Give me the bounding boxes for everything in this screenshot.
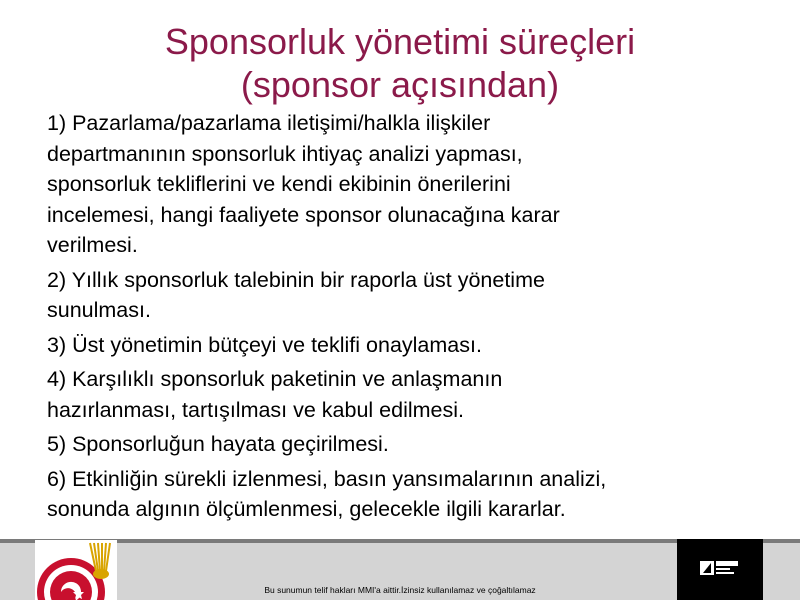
list-item-line: 6) Etkinliğin sürekli izlenmesi, basın yansımalarının analizi, <box>47 466 607 491</box>
list-item-line: departmanının sponsorluk ihtiyaç analizi yapması, <box>47 141 523 166</box>
copyright-notice: Bu sunumun telif hakları MMI'a aittir.İzinsiz kullanılamaz ve çoğaltılamaz <box>264 585 536 595</box>
list-item-line: 2) Yıllık sponsorluk talebinin bir raporla üst yönetime <box>47 267 545 292</box>
list-item <box>47 265 767 326</box>
list-item <box>47 429 767 460</box>
title-line-1: Sponsorluk yönetimi süreçleri <box>164 21 636 62</box>
list-item-line: 4) Karşılıklı sponsorluk paketinin ve anlaşmanın <box>47 367 503 391</box>
list-item-line: 5) Sponsorluğun hayata geçirilmesi. <box>47 432 389 456</box>
list-item-line: verilmesi. <box>47 233 138 257</box>
mmi-logo-icon <box>700 559 740 577</box>
list-item-line: sponsorluk tekliflerini ve kendi ekibinin önerilerini <box>47 172 511 196</box>
list-item-line: incelemesi, hangi faaliyete sponsor olunacağına karar <box>47 202 560 227</box>
list-item <box>47 108 767 261</box>
list-item-line: 1) Pazarlama/pazarlama iletişimi/halkla ilişkiler <box>47 111 491 135</box>
list-item-line: 3) Üst yönetimin bütçeyi ve teklifi onaylaması. <box>47 332 482 357</box>
list-item-line: hazırlanması, tartışılması ve kabul edilmesi. <box>47 397 465 422</box>
list-item-line: sunulması. <box>47 298 151 322</box>
title-line-2: (sponsor açısından) <box>240 64 560 105</box>
numbered-list <box>47 108 767 529</box>
list-item <box>47 464 767 525</box>
list-item <box>47 330 767 361</box>
slide-title <box>0 20 800 106</box>
list-item <box>47 364 767 425</box>
list-item-line: sonunda algının ölçümlenmesi, gelecekle ilgili kararlar. <box>47 497 566 521</box>
